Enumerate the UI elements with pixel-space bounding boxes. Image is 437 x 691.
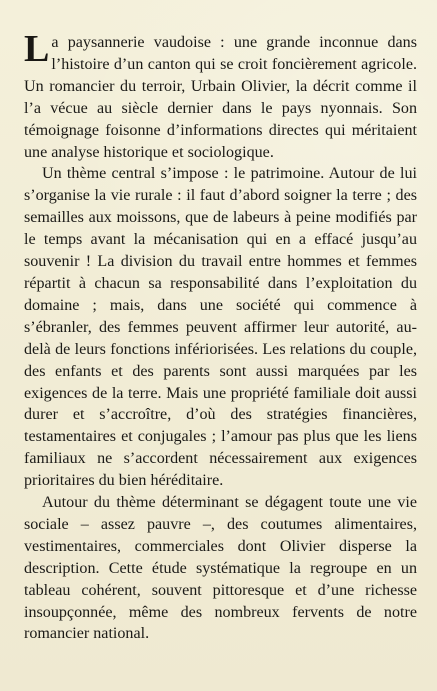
paragraph-2-text: Un thème central s’impose : le patrimoine. Autour de lui s’organise la vie rurale : il faut d’abord soigner la terre ; des semailles aux moissons, que de labeurs à peine modifiés par le temps avant la mécanisation qui en a effacé jusqu’au souvenir ! La division du travail entre hommes et femmes répartit à chacun sa responsabilité dans l’exploitation du domaine ; mais, dans une société qui commence à s’ébranler, des femmes peuvent affirmer leur autorité, au-delà de leurs fonctions infériorisées. Les relations du couple, des enfants et des parents sont aussi marquées par les exigences de la terre. Mais une propriété familiale doit aussi durer et s’accroître, d’où des stratégies financières, testamentaires et conjugales ; l’amour pas plus que les liens familiaux ne s’accordent nécessairement aux exigences prioritaires du bien héréditaire. <box>24 165 417 490</box>
paragraph-2 <box>24 163 417 492</box>
paragraph-1 <box>24 28 417 163</box>
paragraph-1-text: a paysannerie vaudoise : une grande inconnue dans l’histoire d’un canton qui se croit foncièrement agricole. Un romancier du terroir, Urbain Olivier, la décrit comme il l’a vécue au siècle dernier dans le pays nyonnais. Son témoignage foisonne d’informations directes qui méritaient une analyse historique et sociologique. <box>24 34 417 161</box>
paragraph-3 <box>24 492 417 645</box>
text-block <box>24 28 417 645</box>
drop-cap: L <box>24 28 50 70</box>
paragraph-3-text: Autour du thème déterminant se dégagent toute une vie sociale – assez pauvre –, des coutumes alimentaires, vestimentaires, commerciales dont Olivier disperse la description. Cette étude systématique la regroupe en un tableau cohérent, souvent pittoresque et d’une richesse insoupçonnée, même des nombreux fervents de notre romancier national. <box>24 494 417 643</box>
